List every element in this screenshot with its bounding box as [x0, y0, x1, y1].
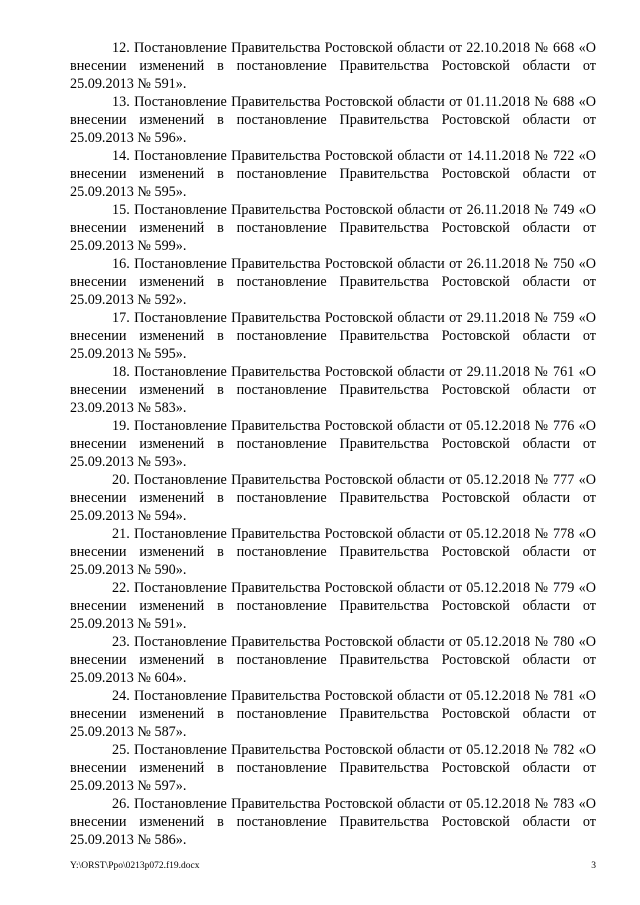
- list-item: 21. Постановление Правительства Ростовской области от 05.12.2018 № 778 «О внесении изменений в постановление Правительства Ростовской области от 25.09.2013 № 590».: [70, 526, 596, 578]
- document-body: [70, 39, 596, 849]
- list-item: 26. Постановление Правительства Ростовской области от 05.12.2018 № 783 «О внесении изменений в постановление Правительства Ростовской области от 25.09.2013 № 586».: [70, 796, 596, 848]
- list-item: 19. Постановление Правительства Ростовской области от 05.12.2018 № 776 «О внесении изменений в постановление Правительства Ростовской области от 25.09.2013 № 593».: [70, 418, 596, 470]
- list-item: 18. Постановление Правительства Ростовской области от 29.11.2018 № 761 «О внесении изменений в постановление Правительства Ростовской области от 23.09.2013 № 583».: [70, 364, 596, 416]
- list-item: 25. Постановление Правительства Ростовской области от 05.12.2018 № 782 «О внесении изменений в постановление Правительства Ростовской области от 25.09.2013 № 597».: [70, 742, 596, 794]
- list-item: 20. Постановление Правительства Ростовской области от 05.12.2018 № 777 «О внесении изменений в постановление Правительства Ростовской области от 25.09.2013 № 594».: [70, 472, 596, 524]
- page-number: 3: [591, 861, 596, 871]
- list-item: 23. Постановление Правительства Ростовской области от 05.12.2018 № 780 «О внесении изменений в постановление Правительства Ростовской области от 25.09.2013 № 604».: [70, 634, 596, 686]
- list-item: 12. Постановление Правительства Ростовской области от 22.10.2018 № 668 «О внесении изменений в постановление Правительства Ростовской области от 25.09.2013 № 591».: [70, 40, 596, 92]
- file-path-footer: Y:\ORST\Ppo\0213p072.f19.docx: [70, 861, 200, 871]
- list-item: 22. Постановление Правительства Ростовской области от 05.12.2018 № 779 «О внесении изменений в постановление Правительства Ростовской области от 25.09.2013 № 591».: [70, 580, 596, 632]
- list-item: 24. Постановление Правительства Ростовской области от 05.12.2018 № 781 «О внесении изменений в постановление Правительства Ростовской области от 25.09.2013 № 587».: [70, 688, 596, 740]
- list-item: 13. Постановление Правительства Ростовской области от 01.11.2018 № 688 «О внесении изменений в постановление Правительства Ростовской области от 25.09.2013 № 596».: [70, 94, 596, 146]
- list-item: 14. Постановление Правительства Ростовской области от 14.11.2018 № 722 «О внесении изменений в постановление Правительства Ростовской области от 25.09.2013 № 595».: [70, 148, 596, 200]
- list-item: 16. Постановление Правительства Ростовской области от 26.11.2018 № 750 «О внесении изменений в постановление Правительства Ростовской области от 25.09.2013 № 592».: [70, 256, 596, 308]
- list-item: 17. Постановление Правительства Ростовской области от 29.11.2018 № 759 «О внесении изменений в постановление Правительства Ростовской области от 25.09.2013 № 595».: [70, 310, 596, 362]
- list-item: 15. Постановление Правительства Ростовской области от 26.11.2018 № 749 «О внесении изменений в постановление Правительства Ростовской области от 25.09.2013 № 599».: [70, 202, 596, 254]
